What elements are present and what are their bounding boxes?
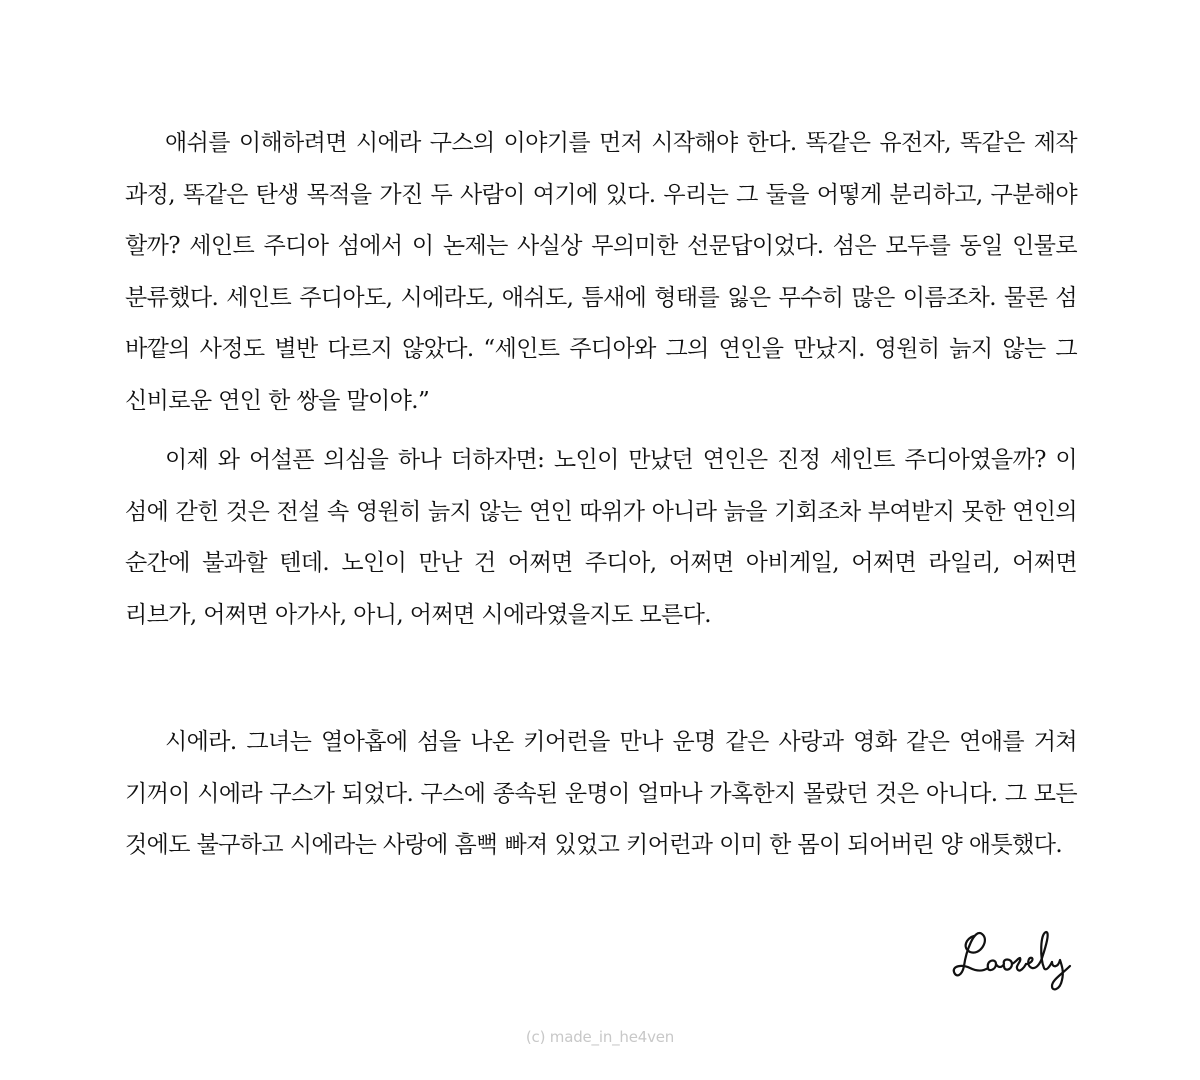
paragraph-3: 시에라. 그녀는 열아홉에 섬을 나온 키어런을 만나 운명 같은 사랑과 영화 같은 연애를 거쳐 기꺼이 시에라 구스가 되었다. 구스에 종속된 운명이 얼마나 가혹한지 몰랐던 것은 아니다. 그 모든 것에도 불구하고 시에라는 사랑에 흠뻑 빠져 있었고 키어런과 이미 한 몸이 되어버린 양 애틋했다. (125, 729, 1077, 858)
signature-icon (952, 922, 1076, 994)
copyright-notice: (c) made_in_he4ven (525, 1028, 675, 1046)
document-body (125, 118, 1077, 872)
paragraph-1: 애쉬를 이해하려면 시에라 구스의 이야기를 먼저 시작해야 한다. 똑같은 유전자, 똑같은 제작 과정, 똑같은 탄생 목적을 가진 두 사람이 여기에 있다. 우리는 그 둘을 어떻게 분리하고, 구분해야 할까? 세인트 주디아 섬에서 이 논제는 사실상 무의미한 선문답이었다. 섬은 모두를 동일 인물로 분류했다. 세인트 주디아도, 시에라도, 애쉬도, 틈새에 형태를 잃은 무수히 많은 이름조차. 물론 섬 바깥의 사정도 별반 다르지 않았다. “세인트 주디아와 그의 연인을 만났지. 영원히 늙지 않는 그 신비로운 연인 한 쌍을 말이야.” (125, 130, 1077, 414)
signature-logo (952, 922, 1076, 994)
paragraph-2: 이제 와 어설픈 의심을 하나 더하자면: 노인이 만났던 연인은 진정 세인트 주디아였을까? 이 섬에 갇힌 것은 전설 속 영원히 늙지 않는 연인 따위가 아니라 늙을 기회조차 부여받지 못한 연인의 순간에 불과할 텐데. 노인이 만난 건 어쩌면 주디아, 어쩌면 아비게일, 어쩌면 라일리, 어쩌면 리브가, 어쩌면 아가사, 아니, 어쩌면 시에라였을지도 모른다. (125, 447, 1077, 628)
